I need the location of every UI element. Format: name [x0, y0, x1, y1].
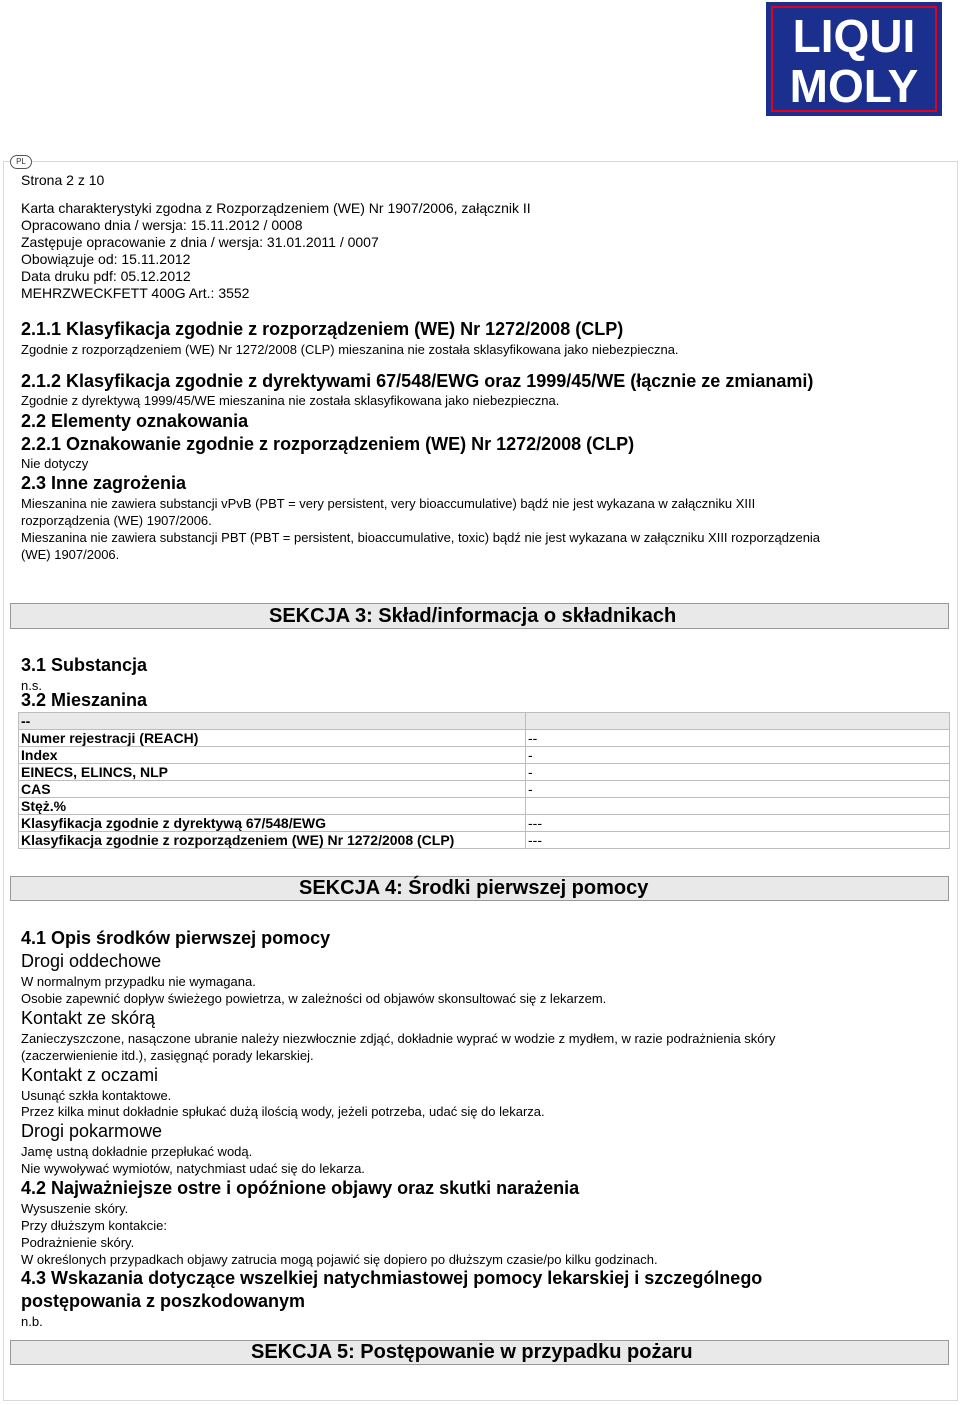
header-line: Zastępuje opracowanie z dnia / wersja: 31.01.2011 / 0007 [21, 234, 379, 250]
text-4-2: Podrażnienie skóry. [21, 1235, 135, 1250]
table-value: - [526, 764, 950, 781]
subheading-ingestion: Drogi pokarmowe [21, 1121, 163, 1141]
table-key: CAS [19, 781, 526, 798]
language-badge: PL [10, 155, 32, 169]
text-2-3: rozporządzenia (WE) 1907/2006. [21, 513, 212, 528]
section-3-header [10, 603, 949, 629]
table-key: Numer rejestracji (REACH) [19, 730, 526, 747]
table-key: Index [19, 747, 526, 764]
subheading-inhalation: Drogi oddechowe [21, 951, 162, 971]
liqui-moly-logo [766, 2, 942, 116]
table-row [19, 798, 950, 815]
heading-4-3: 4.3 Wskazania dotyczące wszelkiej natychmiastowej pomocy lekarskiej i szczególnego [21, 1268, 763, 1288]
text-2-3: Mieszanina nie zawiera substancji PBT (PBT = persistent, bioaccumulative, toxic) bądź nie jest wykazana w załączniku XIII rozporządzenia [21, 530, 821, 545]
text-2-3: (WE) 1907/2006. [21, 547, 120, 562]
text-4-3: n.b. [21, 1314, 43, 1329]
table-row [19, 730, 950, 747]
section-4-title: SEKCJA 4: Środki pierwszej pomocy [299, 877, 649, 899]
table-value: --- [526, 815, 950, 832]
table-value: --- [526, 832, 950, 849]
header-line: Data druku pdf: 05.12.2012 [21, 268, 191, 284]
section-3-title: SEKCJA 3: Skład/informacja o składnikach [269, 605, 677, 627]
text-2-1-2: Zgodnie z dyrektywą 1999/45/WE mieszanina nie została sklasyfikowana jako niebezpieczna. [21, 393, 560, 408]
section-4-header [10, 876, 949, 901]
heading-2-2: 2.2 Elementy oznakowania [21, 411, 249, 431]
text-3-1: n.s. [21, 678, 42, 693]
table-key: Stęż.% [19, 798, 526, 815]
table-row [19, 764, 950, 781]
table-key: Klasyfikacja zgodnie z dyrektywą 67/548/EWG [19, 815, 526, 832]
text-skin: Zanieczyszczone, nasączone ubranie należy niezwłocznie zdjąć, dokładnie wyprać w wodzie z mydłem, w razie podrażnienia skóry [21, 1031, 776, 1046]
table-header-cell [526, 713, 950, 730]
text-4-2: W określonych przypadkach objawy zatrucia mogą pojawić się dopiero po dłuższym czasie/po kilku godzinach. [21, 1252, 658, 1267]
text-eye: Przez kilka minut dokładnie spłukać dużą ilością wody, jeżeli potrzeba, udać się do lekarza. [21, 1104, 545, 1119]
text-4-2: Przy dłuższym kontakcie: [21, 1218, 167, 1233]
heading-4-1: 4.1 Opis środków pierwszej pomocy [21, 928, 331, 948]
table-row [19, 747, 950, 764]
table-row [19, 832, 950, 849]
heading-4-2: 4.2 Najważniejsze ostre i opóźnione objawy oraz skutki narażenia [21, 1178, 580, 1198]
text-inhalation: Osobie zapewnić dopływ świeżego powietrza, w zależności od objawów skonsultować się z lekarzem. [21, 991, 607, 1006]
section-5-title: SEKCJA 5: Postępowanie w przypadku pożaru [251, 1341, 693, 1363]
table-value: -- [526, 730, 950, 747]
text-ingestion: Jamę ustną dokładnie przepłukać wodą. [21, 1144, 253, 1159]
table-key: Klasyfikacja zgodnie z rozporządzeniem (WE) Nr 1272/2008 (CLP) [19, 832, 526, 849]
logo-line1: LIQUI [792, 10, 916, 62]
header-line: Obowiązuje od: 15.11.2012 [21, 251, 191, 267]
header-line: Karta charakterystyki zgodna z Rozporządzeniem (WE) Nr 1907/2006, załącznik II [21, 200, 531, 216]
table-header-cell: -- [19, 713, 526, 730]
table-value: - [526, 781, 950, 798]
heading-4-3-cont: postępowania z poszkodowanym [21, 1291, 306, 1311]
mixture-table [18, 712, 950, 849]
table-row [19, 781, 950, 798]
text-4-2: Wysuszenie skóry. [21, 1201, 129, 1216]
text-2-2-1: Nie dotyczy [21, 456, 89, 471]
table-header-row [19, 713, 950, 730]
page-number: Strona 2 z 10 [21, 172, 105, 188]
text-eye: Usunąć szkła kontaktowe. [21, 1088, 172, 1103]
heading-2-2-1: 2.2.1 Oznakowanie zgodnie z rozporządzeniem (WE) Nr 1272/2008 (CLP) [21, 434, 635, 454]
heading-2-1-1: 2.1.1 Klasyfikacja zgodnie z rozporządzeniem (WE) Nr 1272/2008 (CLP) [21, 319, 624, 339]
subheading-skin: Kontakt ze skórą [21, 1008, 156, 1028]
header-line: Opracowano dnia / wersja: 15.11.2012 / 0008 [21, 217, 303, 233]
table-row [19, 815, 950, 832]
logo-line2: MOLY [789, 60, 919, 112]
section-5-header [10, 1340, 949, 1365]
header-line: MEHRZWECKFETT 400G Art.: 3552 [21, 285, 250, 301]
text-ingestion: Nie wywoływać wymiotów, natychmiast udać się do lekarza. [21, 1161, 365, 1176]
table-value: - [526, 747, 950, 764]
text-2-1-1: Zgodnie z rozporządzeniem (WE) Nr 1272/2008 (CLP) mieszanina nie została sklasyfikowana jako niebezpieczna. [21, 342, 679, 357]
heading-2-1-2: 2.1.2 Klasyfikacja zgodnie z dyrektywami 67/548/EWG oraz 1999/45/WE (łącznie ze zmianami) [21, 371, 814, 391]
text-2-3: Mieszanina nie zawiera substancji vPvB (PBT = very persistent, very bioaccumulative) bądź nie jest wykazana w załączniku XIII [21, 496, 756, 511]
text-inhalation: W normalnym przypadku nie wymagana. [21, 974, 256, 989]
table-key: EINECS, ELINCS, NLP [19, 764, 526, 781]
heading-3-1: 3.1 Substancja [21, 655, 148, 675]
subheading-eye: Kontakt z oczami [21, 1065, 159, 1085]
heading-2-3: 2.3 Inne zagrożenia [21, 473, 187, 493]
heading-3-2: 3.2 Mieszanina [21, 690, 148, 710]
table-value [526, 798, 950, 815]
text-skin: (zaczerwienienie itd.), zasięgnąć porady lekarskiej. [21, 1048, 314, 1063]
